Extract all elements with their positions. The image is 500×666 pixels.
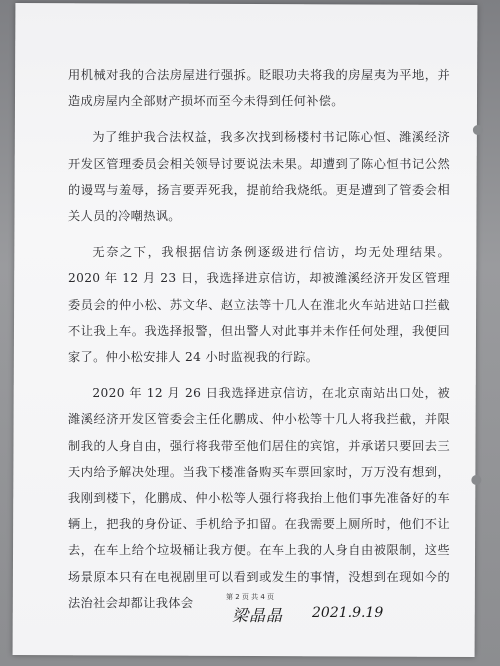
handwritten-signature: 梁晶晶 [232,606,284,625]
paragraph-4: 2020 年 12 月 26 日我选择进京信访，在北京南站出口处，被潍溪经济开发区管委会主任化鹏成、仲小松等十几人将我拦截，并限制我的人身自由，强行将我带至他们居住的宾馆，并承诺只要回去三天内给予解决处理。当我下楼准备购买车票回家时，万万没有想到，我刚到楼下，化鹏成、仲小松等人强行将我抬上他们事先准备好的车辆上，把我的身份证、手机给予扣留。在我需要上厕所时，他们不让去，在车上给个垃圾桶让我方便。在车上我的人身自由被限制，这些场景原本只有在电视剧里可以看到或发生的事情，没想到在现如今的法治社会却都让我体会 [68,386,450,610]
paragraph-1: 用机械对我的合法房屋进行强拆。眨眼功夫将我的房屋夷为平地，并造成房屋内全部财产损坏而至今未得到任何补偿。 [68,68,450,109]
binding-hole [471,475,481,485]
document-body [68,62,450,616]
paragraph-2: 为了维护我合法权益，我多次找到杨楼村书记陈心恒、潍溪经济开发区管理委员会相关领导讨要说法未果。却遭到了陈心恒书记公然的谩骂与羞辱，扬言要弄死我，提前给我烧纸。更是遭到了管委会相关人员的冷嘲热讽。 [68,130,450,224]
page-number: 第 2 页 共 4 页 [226,593,275,601]
binding-hole [473,125,483,135]
binding-holes [15,3,477,5]
paragraph-3: 无奈之下，我根据信访条例逐级进行信访，均无处理结果。2020 年 12 月 23 日，我选择进京信访，却被潍溪经济开发区管理委员会的仲小松、苏文华、赵立法等十几人在淮北火车站进站口拦截不让我上车。我选择报警，但出警人对此事并未作任何处理，我便回家了。仲小松安排人 24 小时监视我的行踪。 [68,245,450,365]
signature-date: 2021.9.19 [312,605,384,621]
